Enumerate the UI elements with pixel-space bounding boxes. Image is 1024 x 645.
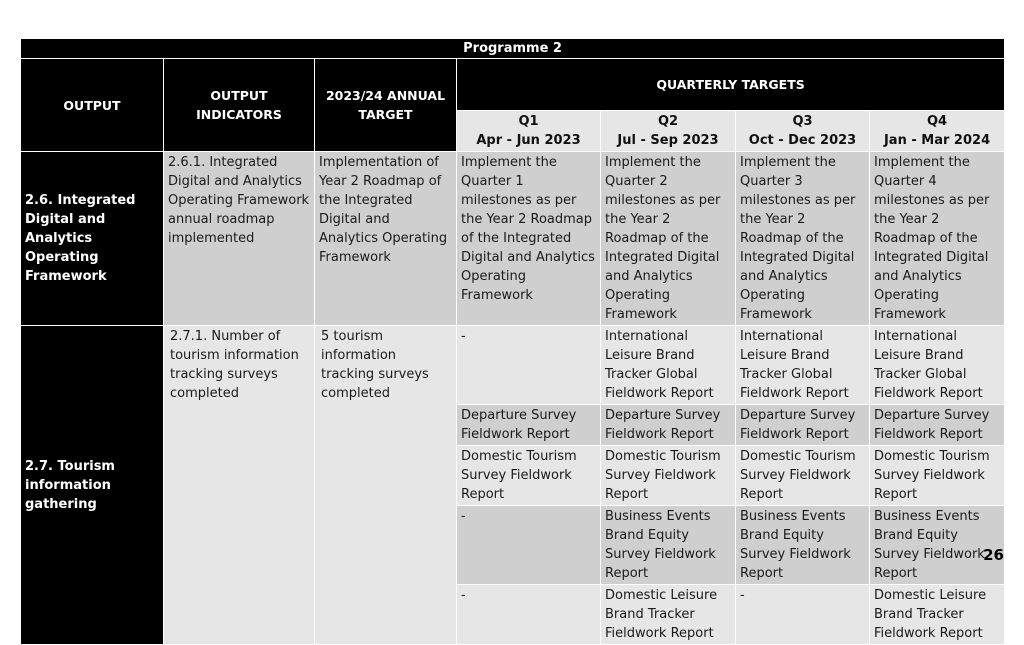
q1-target-cell: -: [457, 506, 601, 585]
header-quarterly-targets: QUARTERLY TARGETS: [457, 59, 1005, 111]
q4-target-cell: Implement the Quarter 4 milestones as per the Year 2 Roadmap of the Integrated Digital and Analytics Operating Framework: [870, 152, 1005, 326]
indicator-cell: 2.7.1. Number of tourism information tracking surveys completed: [164, 326, 315, 645]
q3-period: Oct - Dec 2023: [748, 133, 857, 148]
q2-label: Q2: [657, 114, 679, 129]
q4-target-cell: Departure Survey Fieldwork Report: [870, 405, 1005, 446]
q2-target-cell: International Leisure Brand Tracker Global Fieldwork Report: [601, 326, 736, 405]
q2-period: Jul - Sep 2023: [617, 133, 719, 148]
q3-target-cell: Implement the Quarter 3 milestones as per the Year 2 Roadmap of the Integrated Digital and Analytics Operating Framework: [736, 152, 870, 326]
q1-target-cell: Implement the Quarter 1 milestones as per the Year 2 Roadmap of the Integrated Digital and Analytics Operating Framework: [457, 152, 601, 326]
header-q3: [736, 111, 870, 152]
q4-target-cell: Domestic Leisure Brand Tracker Fieldwork Report: [870, 585, 1005, 645]
output-cell: 2.7. Tourism information gathering: [21, 326, 164, 645]
q1-target-cell: Departure Survey Fieldwork Report: [457, 405, 601, 446]
q4-period: Jan - Mar 2024: [883, 133, 991, 148]
q2-target-cell: Domestic Leisure Brand Tracker Fieldwork Report: [601, 585, 736, 645]
annual-target-cell: 5 tourism information tracking surveys completed: [315, 326, 457, 645]
header-annual-target: 2023/24 ANNUAL TARGET: [315, 59, 457, 152]
indicator-cell: 2.6.1. Integrated Digital and Analytics Operating Framework annual roadmap implemented: [164, 152, 315, 326]
q3-target-cell: Business Events Brand Equity Survey Fieldwork Report: [736, 506, 870, 585]
page-number: 26: [983, 546, 1004, 564]
q1-target-cell: -: [457, 326, 601, 405]
q1-target-cell: Domestic Tourism Survey Fieldwork Report: [457, 446, 601, 506]
header-output: OUTPUT: [21, 59, 164, 152]
q1-target-cell: -: [457, 585, 601, 645]
q3-target-cell: International Leisure Brand Tracker Global Fieldwork Report: [736, 326, 870, 405]
q1-label: Q1: [518, 114, 539, 129]
q4-target-cell: International Leisure Brand Tracker Global Fieldwork Report: [870, 326, 1005, 405]
header-q2: [601, 111, 736, 152]
q3-target-cell: Departure Survey Fieldwork Report: [736, 405, 870, 446]
programme-title: Programme 2: [21, 39, 1005, 59]
q1-period: Apr - Jun 2023: [476, 133, 581, 148]
q3-target-cell: -: [736, 585, 870, 645]
q2-target-cell: Departure Survey Fieldwork Report: [601, 405, 736, 446]
header-q4: [870, 111, 1005, 152]
targets-table: [20, 38, 1005, 645]
q2-target-cell: Implement the Quarter 2 milestones as per the Year 2 Roadmap of the Integrated Digital and Analytics Operating Framework: [601, 152, 736, 326]
header-output-indicators: OUTPUT INDICATORS: [164, 59, 315, 152]
annual-target-cell: Implementation of Year 2 Roadmap of the Integrated Digital and Analytics Operating Framework: [315, 152, 457, 326]
q4-target-cell: Business Events Brand Equity Survey Fieldwork Report: [870, 506, 1005, 585]
q4-label: Q4: [926, 114, 948, 129]
q4-target-cell: Domestic Tourism Survey Fieldwork Report: [870, 446, 1005, 506]
header-q1: [457, 111, 601, 152]
output-cell: 2.6. Integrated Digital and Analytics Operating Framework: [21, 152, 164, 326]
q2-target-cell: Domestic Tourism Survey Fieldwork Report: [601, 446, 736, 506]
q3-label: Q3: [792, 114, 813, 129]
q2-target-cell: Business Events Brand Equity Survey Fieldwork Report: [601, 506, 736, 585]
q3-target-cell: Domestic Tourism Survey Fieldwork Report: [736, 446, 870, 506]
